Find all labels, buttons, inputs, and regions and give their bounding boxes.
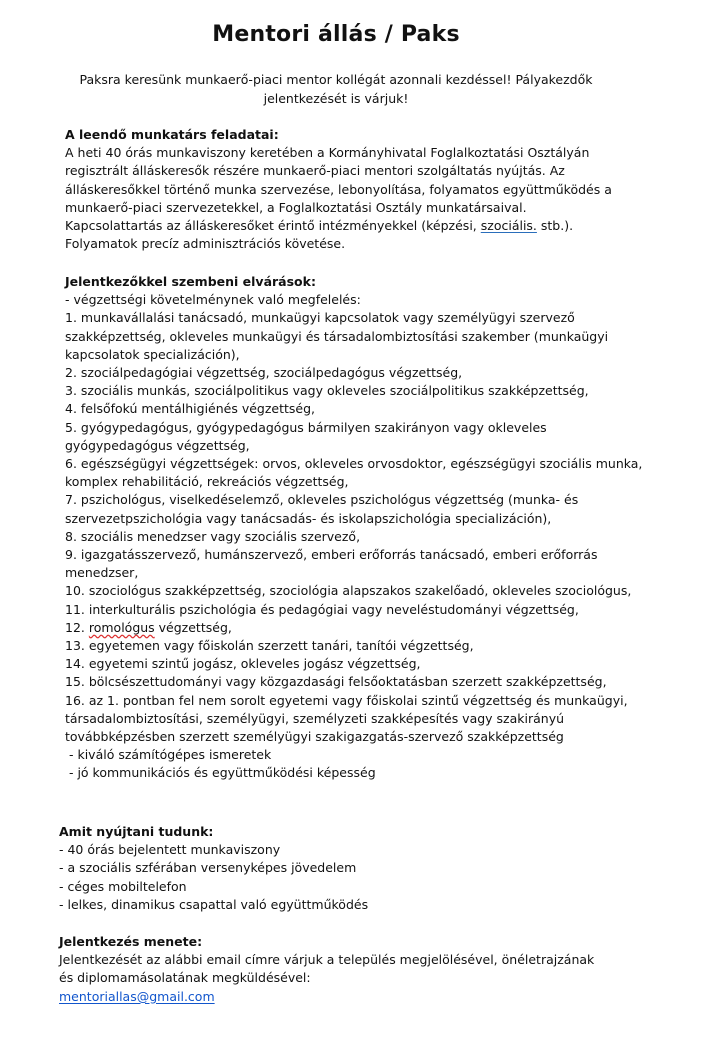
requirements-line: 7. pszichológus, viselkedéselemző, okleveles pszichológus végzettség (munka- és szervezetpszichológia vagy tanácsadás- és iskolapszichológia specializáción),	[65, 492, 579, 526]
line-12-prefix: 12.	[65, 619, 89, 635]
requirements-line: 1. munkavállalási tanácsadó, munkaügyi kapcsolatok vagy személyügyi szervező szakképzettség, okleveles munkaügyi és társadalombiztosítási szakember (munkaügyi kapcsolatok specializáción),	[65, 310, 609, 362]
tasks-section	[65, 126, 625, 253]
requirements-line: 15. bölcsészettudományi vagy közgazdasági felsőoktatásban szerzett szakképzettség,	[65, 674, 607, 690]
requirements-section	[65, 273, 645, 783]
apply-heading: Jelentkezés menete:	[59, 934, 203, 949]
requirements-line: 9. igazgatásszervező, humánszervező, emberi erőforrás tanácsadó, emberi erőforrás menedzser,	[65, 547, 598, 581]
requirements-line: - jó kommunikációs és együttműködési képesség	[65, 765, 376, 781]
requirements-line: 5. gyógypedagógus, gyógypedagógus bármilyen szakirányon vagy okleveles gyógypedagógus végzettség,	[65, 419, 547, 453]
requirements-line: 16. az 1. pontban fel nem sorolt egyetemi vagy főiskolai szintű végzettség és munkaügyi, társadalombiztosítási, személyügyi, személyzeti szakképesítés vagy szakirányú továbbképzésben szerzett személyügyi szakigazgatás-szervező szakképzettség	[65, 692, 628, 745]
requirements-line: 8. szociális menedzser vagy szociális szervező,	[65, 528, 361, 544]
tasks-underlined-word: szociális.	[480, 218, 537, 234]
requirements-line: 10. szociológus szakképzettség, szociológia alapszakos szakelőadó, okleveles szociológus,	[65, 583, 632, 599]
offer-item: - a szociális szférában versenyképes jövedelem	[59, 860, 357, 876]
tasks-paragraph	[65, 144, 625, 253]
offer-item: - lelkes, dinamikus csapattal való együttműködés	[59, 896, 369, 912]
intro-paragraph: Paksra keresünk munkaerő-piaci mentor kollégát azonnali kezdéssel! Pályakezdők jelentkezését is várjuk!	[79, 72, 593, 106]
tasks-text-after: stb.). Folyamatok precíz adminisztrációs követése.	[65, 218, 574, 252]
requirements-line: 13. egyetemen vagy főiskolán szerzett tanári, tanítói végzettség,	[65, 638, 474, 654]
requirements-line: - végzettségi követelménynek való megfelelés:	[65, 292, 361, 308]
requirements-heading: Jelentkezőkkel szembeni elvárások:	[65, 274, 316, 289]
tasks-heading: A leendő munkatárs feladatai:	[65, 127, 279, 142]
requirements-line: 4. felsőfokú mentálhigiénés végzettség,	[65, 401, 316, 417]
requirements-line: 14. egyetemi szintű jogász, okleveles jogász végzettség,	[65, 656, 421, 672]
email-link[interactable]: mentoriallas@gmail.com	[59, 988, 215, 1004]
offer-item: - 40 órás bejelentett munkaviszony	[59, 842, 281, 858]
spellcheck-word: romológus	[88, 619, 155, 635]
apply-section	[59, 933, 659, 1006]
requirements-line: 11. interkulturális pszichológia és pedagógiai vagy neveléstudományi végzettség,	[65, 601, 579, 617]
requirements-line: 6. egészségügyi végzettségek: orvos, okleveles orvosdoktor, egészségügyi szociális munka, komplex rehabilitáció, rekreációs végzettség,	[65, 456, 643, 490]
requirements-line: 3. szociális munkás, szociálpolitikus vagy okleveles szociálpolitikus szakképzettség,	[65, 383, 589, 399]
requirements-line: - kiváló számítógépes ismeretek	[65, 747, 272, 763]
offer-heading: Amit nyújtani tudunk:	[59, 824, 214, 839]
offer-item: - céges mobiltelefon	[59, 878, 187, 894]
requirements-line-12	[65, 619, 645, 637]
tasks-text-before: A heti 40 órás munkaviszony keretében a Kormányhivatal Foglalkoztatási Osztályán regisztrált álláskeresők részére munkaerő-piaci mentori szolgáltatás nyújtás. Az álláskeresőkkel történő munka szervezése, lebonyolítása, folyamatos együttműködés a munkaerő-piaci szervezetekkel, a Foglalkoztatási Osztály munkatársaival. Kapcsolattartás az álláskeresőket érintő intézményekkel (képzési,	[65, 145, 612, 234]
page-title: Mentori állás / Paks	[212, 22, 460, 47]
offer-section	[59, 823, 639, 914]
requirements-line: 2. szociálpedagógiai végzettség, szociálpedagógus végzettség,	[65, 365, 463, 381]
apply-text: Jelentkezését az alábbi email címre várjuk a település megjelölésével, önéletrajzának és diplomamásolatának megküldésével:	[59, 952, 595, 986]
line-12-suffix: végzettség,	[154, 619, 232, 635]
